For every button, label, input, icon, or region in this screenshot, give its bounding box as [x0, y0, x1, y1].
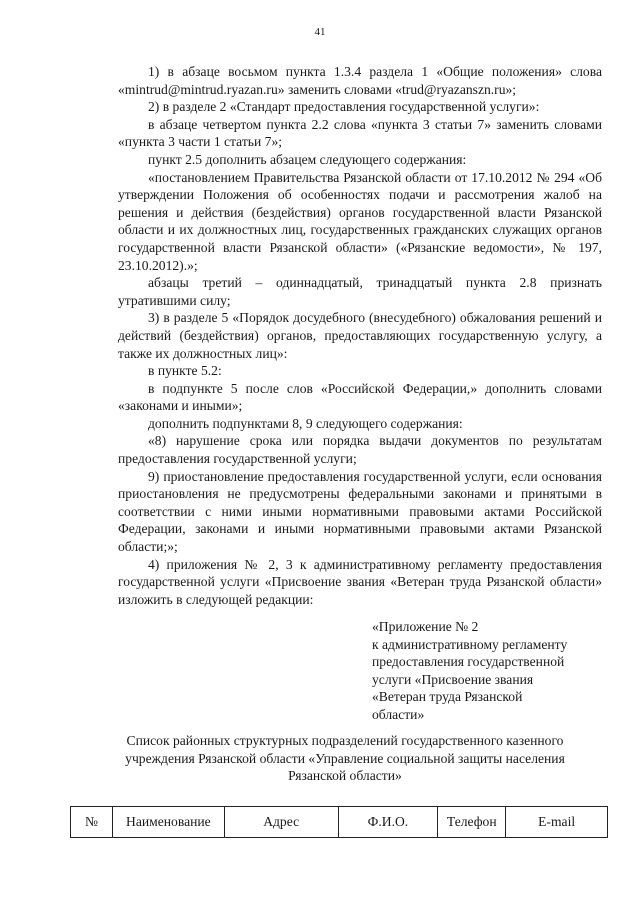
appendix-line: «Приложение № 2 — [372, 619, 479, 634]
paragraph: 4) приложения № 2, 3 к административному регламенту предоставления государственной услуги «Присвоение звания «Ветеран труда Рязанской области» изложить в следующей редакции: — [118, 556, 602, 607]
list-heading — [90, 732, 600, 785]
appendix-line: предоставления государственной — [372, 654, 565, 670]
column-header-email: E-mail — [506, 807, 608, 838]
appendix-line: к административному регламенту — [372, 636, 568, 652]
column-header-number: № — [71, 807, 113, 838]
column-header-name: Наименование — [112, 807, 224, 838]
appendix-line: «Ветеран труда Рязанской — [372, 689, 523, 705]
heading-line: учреждения Рязанской области «Управление социальной защиты населения — [125, 750, 565, 766]
paragraph: 2) в разделе 2 «Стандарт предоставления государственной услуги»: — [148, 99, 540, 115]
paragraph: в пункте 5.2: — [148, 363, 222, 379]
table-header-row — [71, 807, 608, 838]
paragraph: дополнить подпунктами 8, 9 следующего содержания: — [148, 415, 463, 431]
appendix-line: области» — [372, 706, 425, 722]
column-header-fullname: Ф.И.О. — [338, 807, 438, 838]
departments-table — [70, 806, 608, 838]
heading-line: Список районных структурных подразделений государственного казенного — [126, 733, 564, 748]
heading-line: Рязанской области» — [288, 768, 402, 784]
document-body — [118, 63, 602, 608]
appendix-caption — [372, 618, 612, 724]
paragraph: в абзаце четвертом пункта 2.2 слова «пункта 3 статьи 7» заменить словами «пункта 3 части 1 статьи 7»; — [118, 116, 602, 150]
paragraph: «постановлением Правительства Рязанской области от 17.10.2012 № 294 «Об утверждении Положения об особенностях подачи и рассмотрения жалоб на решения и действия (бездействия) органов государственной власти Рязанской области и их должностных лиц, государственных гражданских служащих органов государственной власти Рязанской области» («Рязанские ведомости», № 197, 23.10.2012).»; — [118, 169, 602, 273]
paragraph: пункт 2.5 дополнить абзацем следующего содержания: — [148, 151, 467, 167]
paragraph: в подпункте 5 после слов «Российской Федерации,» дополнить словами «законами и иными»; — [118, 380, 602, 414]
column-header-phone: Телефон — [438, 807, 506, 838]
column-header-address: Адрес — [224, 807, 338, 838]
paragraph: 1) в абзаце восьмом пункта 1.3.4 раздела 1 «Общие положения» слова «mintrud@mintrud.ryazan.ru» заменить словами «trud@ryazanszn.ru»; — [118, 64, 602, 97]
paragraph: «8) нарушение срока или порядка выдачи документов по результатам предоставления государственной услуги; — [118, 433, 602, 467]
paragraph: 9) приостановление предоставления государственной услуги, если основания приостановления не предусмотрены федеральными законами и принятыми в соответствии с ними иными нормативными правовыми актами Российской Федерации, законами и иными нормативными правовыми актами Рязанской области;»; — [118, 468, 602, 555]
paragraph: абзацы третий – одиннадцатый, тринадцатый пункта 2.8 признать утратившими силу; — [118, 275, 602, 308]
paragraph: 3) в разделе 5 «Порядок досудебного (внесудебного) обжалования решений и действий (бездействия) органов, предоставляющих государственную услугу, а также их должностных лиц»: — [118, 310, 602, 361]
page-number: 41 — [314, 26, 326, 38]
appendix-line: услуги «Присвоение звания — [372, 671, 534, 687]
